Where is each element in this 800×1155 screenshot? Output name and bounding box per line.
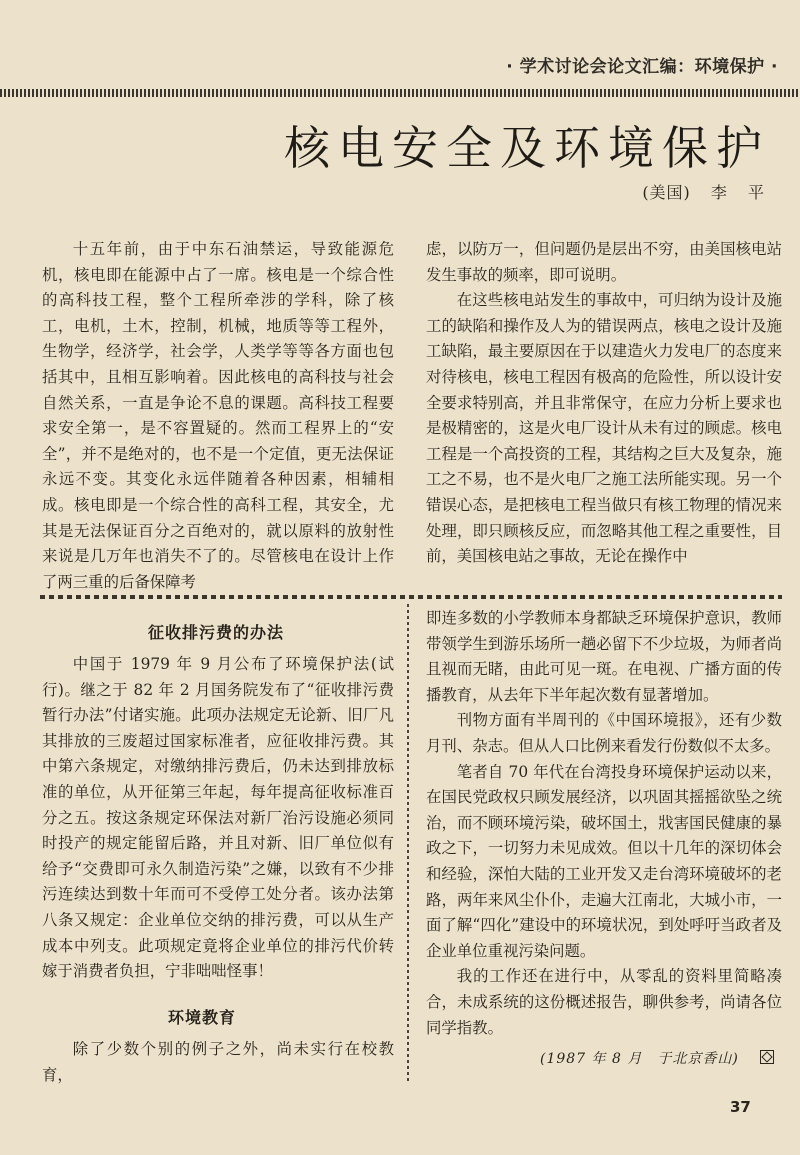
section-heading-fees: 征收排污费的办法 (148, 623, 285, 642)
publications-paragraph: 刊物方面有半周刊的《中国环境报》，还有少数月刊、杂志。但从人口比例来看发行份数似不太多。 (426, 711, 782, 755)
dateline: (1987 年 8 月 于北京香山) (540, 1051, 739, 1067)
page-number: 37 (730, 1098, 751, 1116)
accidents-paragraph: 在这些核电站发生的事故中，可归纳为设计及施工的缺陷和操作及人为的错误两点，核电之设计及施工缺陷，最主要原因在于以建造火力发电厂的态度来对待核电，核电工程因有极高的危险性，所以设计安全要求特别高，并且非常保守，在应力分析上要求也是极精密的，这是火电厂设计从未有过的顾虑。核电工程是一个高投资的工程，其结构之巨大及复杂，施工之不易，也不是火电厂之施工法所能实现。另一个错误心态，是把核电工程当做只有核工物理的情况来处理，即只顾核反应，而忽略其他工程之重要性，目前，美国核电站之事故，无论在操作中 (426, 291, 782, 566)
intro-paragraph: 十五年前，由于中东石油禁运，导致能源危机，核电即在能源中占了一席。核电是一个综合性的高科技工程，整个工程所牵涉的学科，除了核工，电机，土木，控制，机械，地质等等工程外，生物学，经济学，社会学，人类学等等各方面也包括其中，且相互影响着。因此核电的高科技与社会自然关系，一直是争论不息的课题。高科技工程要求安全第一，是不容置疑的。然而工程界上的“安全”，并不是绝对的，也不是一个定值，更无法保证永远不变。其变化永远伴随着各种因素，相辅相成。核电即是一个综合性的高科工程，其安全，尤其是无法保证百分之百绝对的，就以原料的放射性来说是几万年也消失不了的。尽管核电在设计上作了两三重的后备保障考 (42, 240, 394, 591)
education-continuation: 即连多数的小学教师本身都缺乏环境保护意识，教师带领学生到游乐场所一趟必留下不少垃圾，为师者尚且视而无睹，由此可见一斑。在电视、广播方面的传播教育，从去年下半年起次数有显著增加。 (426, 609, 782, 704)
closing-paragraph: 我的工作还在进行中，从零乱的资料里简略凑合，未成系统的这份概述报告，聊供参考，尚请各位同学指教。 (426, 967, 782, 1037)
author-name: 李 平 (710, 183, 772, 202)
article-title: 核电安全及环境保护 (284, 121, 770, 175)
fees-column (42, 652, 394, 985)
intro-continuation: 虑，以防万一，但问题仍是层出不穷，由美国核电站发生事故的频率，即可说明。 (426, 240, 782, 284)
series-header: · 学术讨论会论文汇编：环境保护 · (506, 57, 778, 77)
header-rule (0, 89, 800, 97)
fees-paragraph: 中国于 1979 年 9 月公布了环境保护法(试行)。继之于 82 年 2 月国务院发布了“征收排污费暂行办法”付诸实施。此项办法规定无论新、旧厂凡其排放的三废超过国家标准者，应征收排污费。其中第六条规定，对缴纳排污费后，仍未达到排放标准的单位，从开征第三年起，每年提高征收标准百分之五。按这条规定环保法对新厂治污设施必须同时投产的规定能留后路，并且对新、旧厂单位似有给予“交费即可永久制造污染”之嫌，以致有不少排污连续达到数十年而可不受停工处分者。该办法第八条又规定：企业单位交纳的排污费，可以从生产成本中列支。此项规定竟将企业单位的排污代价转嫁于消费者负担，宁非咄咄怪事！ (42, 655, 394, 981)
section-heading-education: 环境教育 (168, 1008, 237, 1027)
education-column (42, 1037, 394, 1088)
byline (642, 180, 772, 203)
intro-right-column (426, 237, 782, 570)
education-paragraph: 除了少数个别的例子之外，尚未实行在校教育， (42, 1040, 394, 1084)
author-experience-paragraph: 笔者自 70 年代在台湾投身环境保护运动以来，在国民党政权只顾发展经济，以巩固其摇摇欲坠之统治，而不顾环境污染，破坏国土，戕害国民健康的暴政之下，一切努力未见成效。但以十几年的深切体会和经验，深怕大陆的工业开发又走台湾环境破坏的老路，两年来风尘仆仆，走遍大江南北，大城小市，一面了解“四化”建设中的环境状况，到处呼吁当政者及企业单位重视污染问题。 (426, 762, 782, 960)
conclusion-column (426, 606, 782, 1041)
end-mark-icon (760, 1050, 774, 1064)
section-divider (40, 595, 782, 599)
author-country: (美国) (642, 183, 691, 202)
column-rule (407, 604, 409, 1084)
intro-left-column (42, 237, 394, 595)
